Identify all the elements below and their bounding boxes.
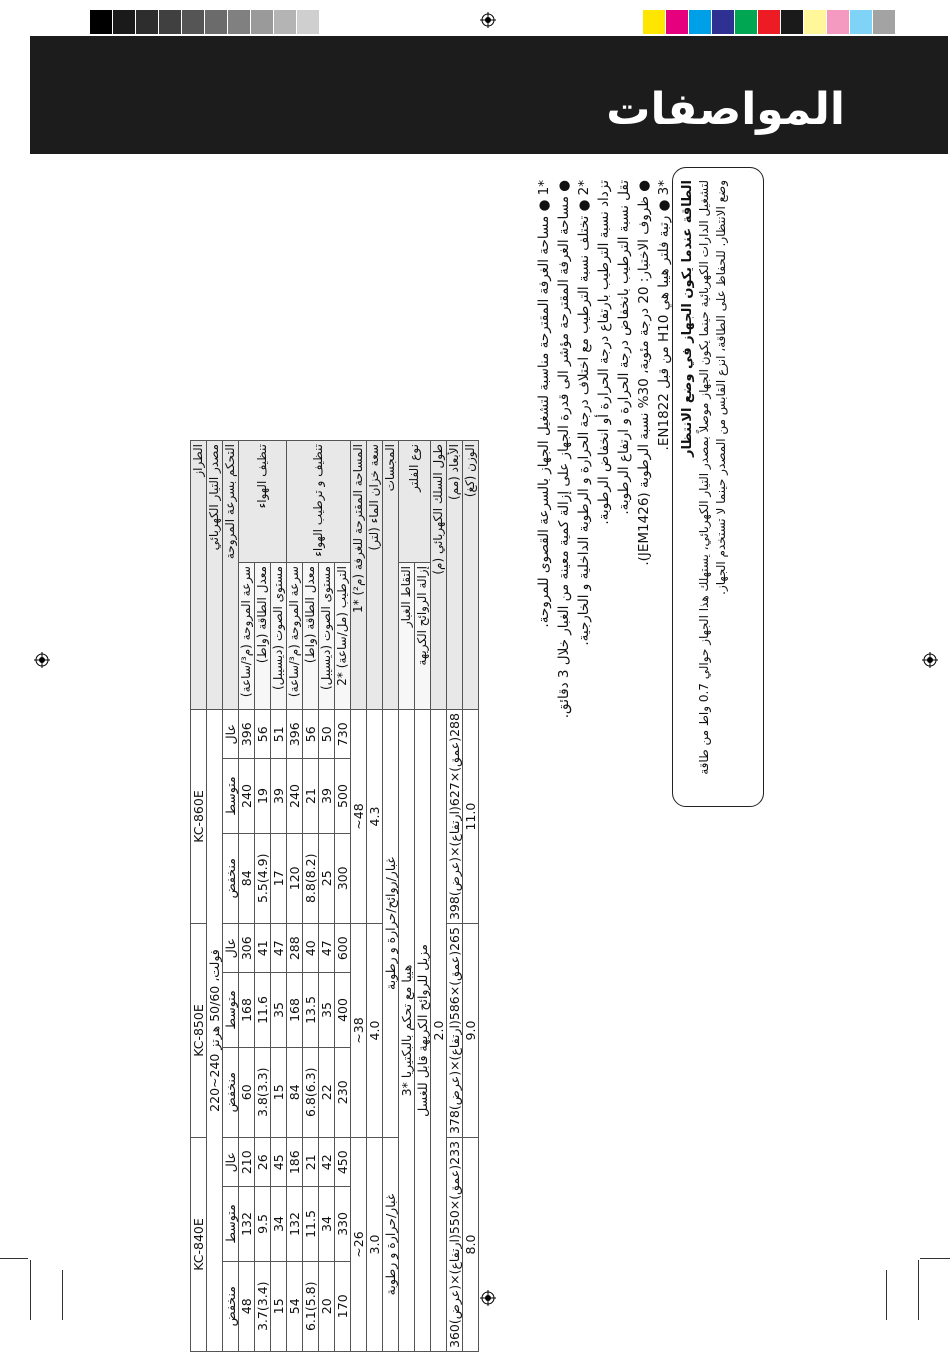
value-cell: 306 xyxy=(239,924,255,973)
footnote-line: *2 ● تختلف نسبة الترطيب مع اختلاف درجة الحرارة و الرطوبة الداخلية و الخارجية. xyxy=(576,180,592,646)
value-cell: 3.7(3.4) xyxy=(255,1261,271,1351)
value-cell: 4.3 xyxy=(367,710,383,924)
value-cell: 56 xyxy=(255,710,271,759)
standby-line: لتشغيل الدارات الكهربائية حينما يكون الجهاز موصلاً بمصدر التيار الكهربائي، يستهلك هذا الجهاز حوالي 0.7 واط من طاقة xyxy=(697,180,711,775)
value-cell: 17 xyxy=(271,833,287,923)
group-label: تنظيف و ترطيب الهواء xyxy=(287,441,351,563)
row-label: سعة خزان الماء (لتر) xyxy=(367,441,383,710)
value-cell: 20 xyxy=(319,1261,335,1351)
color-swatch xyxy=(712,10,735,34)
registration-mark-icon xyxy=(480,12,496,28)
value-cell: 21 xyxy=(303,759,319,833)
standby-power-box xyxy=(672,167,764,807)
speed-header: عال xyxy=(223,1138,239,1187)
value-cell: 56 xyxy=(303,710,319,759)
value-cell: 396 xyxy=(239,710,255,759)
value-cell: 132 xyxy=(239,1187,255,1261)
fan-control-row xyxy=(223,441,239,1352)
room_size-row xyxy=(351,441,367,1352)
value-cell: 396 xyxy=(287,710,303,759)
color-swatch-bar xyxy=(643,10,896,34)
value-cell: 330 xyxy=(335,1187,351,1261)
value-cell: 39 xyxy=(271,759,287,833)
row-label: معدل الطاقة (واط) xyxy=(303,563,319,710)
value-cell: 22 xyxy=(319,1047,335,1137)
value-cell: ~48 xyxy=(351,710,367,924)
row-label: طول السلك الكهربائي (م) xyxy=(431,441,447,710)
color-swatch xyxy=(320,10,343,34)
value-cell: 39 xyxy=(319,759,335,833)
value-cell: 8.0 xyxy=(463,1138,479,1352)
row-label: معدل الطاقة (واط) xyxy=(255,563,271,710)
value-cell: 3.8(3.3) xyxy=(255,1047,271,1137)
value-cell: 19 xyxy=(255,759,271,833)
color-swatch xyxy=(274,10,297,34)
color-swatch xyxy=(827,10,850,34)
row-label: المساحة المقترحة للغرفة (م²) *1 xyxy=(351,441,367,710)
row-label: مستوى الصوت (ديسيبل) xyxy=(271,563,287,710)
footnote-line: *3 ● رتبة فلتر هيبا هي H10 من قبل EN1822. xyxy=(656,180,672,451)
standby-title: الطاقة عندما يكون الجهاز في وضع الانتظار xyxy=(680,180,695,457)
crop-mark xyxy=(30,1260,31,1320)
value-cell: 730 xyxy=(335,710,351,759)
value-cell: 50 xyxy=(319,710,335,759)
footnotes xyxy=(534,180,674,740)
crop-mark xyxy=(0,1258,28,1259)
value-cell: 11.5 xyxy=(303,1187,319,1261)
value-cell: 8.8(8.2) xyxy=(303,833,319,923)
speed-header: عال xyxy=(223,924,239,973)
value-cell: 84 xyxy=(239,833,255,923)
value-cell: 378(عرض)×265(عمق)×586(ارتفاع) xyxy=(447,924,463,1138)
value-cell: 25 xyxy=(319,833,335,923)
power-row xyxy=(207,441,223,1352)
fan_speed-row xyxy=(239,441,255,1352)
value-cell: 35 xyxy=(319,973,335,1047)
value-cell: 34 xyxy=(271,1187,287,1261)
specifications-table xyxy=(190,440,479,1352)
group-label: نوع الفلتر xyxy=(399,441,431,563)
color-swatch xyxy=(804,10,827,34)
row-label: مصدر التيار الكهربائي xyxy=(207,441,223,710)
value-cell: 48 xyxy=(239,1261,255,1351)
color-swatch xyxy=(113,10,136,34)
value-cell: 2.0 xyxy=(431,710,447,1352)
value-cell: 47 xyxy=(271,924,287,973)
value-cell: 168 xyxy=(239,973,255,1047)
color-swatch xyxy=(297,10,320,34)
value-cell: 398(عرض)×288(عمق)×627(ارتفاع) xyxy=(447,710,463,924)
value-cell: غبار/روائح/حرارة و رطوبة xyxy=(383,710,399,1138)
value-cell: 45 xyxy=(271,1138,287,1187)
value-cell: 15 xyxy=(271,1047,287,1137)
color-swatch xyxy=(689,10,712,34)
color-swatch xyxy=(159,10,182,34)
speed-header: منخفض xyxy=(223,1047,239,1137)
speed-header: متوسط xyxy=(223,973,239,1047)
value-cell: 13.5 xyxy=(303,973,319,1047)
value-cell: 210 xyxy=(239,1138,255,1187)
value-cell: 450 xyxy=(335,1138,351,1187)
standby-line: وضع الانتظار. للحفاظ على الطاقة، انزع القابس من المصدر حينما لا تستخدم الجهاز. xyxy=(714,180,728,595)
value-cell: 34 xyxy=(319,1187,335,1261)
value-cell: 120 xyxy=(287,833,303,923)
fan_speed-row xyxy=(287,441,303,1352)
value-cell: 35 xyxy=(271,973,287,1047)
cord-row xyxy=(431,441,447,1352)
grey-swatch-bar xyxy=(90,10,343,34)
crop-mark xyxy=(886,1270,887,1320)
rotated-content xyxy=(190,162,790,1352)
filter-row xyxy=(399,441,415,1352)
value-cell: 400 xyxy=(335,973,351,1047)
value-cell: 26 xyxy=(255,1138,271,1187)
value-cell: 47 xyxy=(319,924,335,973)
value-cell: 11.0 xyxy=(463,710,479,924)
color-swatch xyxy=(228,10,251,34)
dimensions-row xyxy=(447,441,463,1352)
value-cell: 168 xyxy=(287,973,303,1047)
footnote-line: ● ظروف الاختبار: 20 درجة مئوية، 30% نسبة الرطوبة (JEM1426). xyxy=(636,180,652,566)
color-swatch xyxy=(666,10,689,34)
page-title: المواصفات xyxy=(606,84,845,135)
humidification-row xyxy=(335,441,351,1352)
tank-row xyxy=(367,441,383,1352)
color-swatch xyxy=(873,10,896,34)
crop-mark xyxy=(920,1258,950,1259)
color-swatch xyxy=(781,10,804,34)
color-swatch xyxy=(205,10,228,34)
value-cell: 9.0 xyxy=(463,924,479,1138)
row-label: الوزن (كغ) xyxy=(463,441,479,710)
crop-mark xyxy=(62,1270,63,1320)
sensors-row xyxy=(383,441,399,1352)
crop-mark xyxy=(918,1260,919,1320)
value-cell: 500 xyxy=(335,759,351,833)
row-label: التحكم بسرعة المروحة xyxy=(223,441,239,710)
row-label: سرعة المروحة (م³/ساعة) xyxy=(239,563,255,710)
value-cell: هيبا مع تحكم بالبكتيريا *3 xyxy=(399,710,415,1352)
value-cell: 132 xyxy=(287,1187,303,1261)
row-label: التقاط الغبار xyxy=(399,563,415,710)
color-swatch xyxy=(643,10,666,34)
value-cell: 84 xyxy=(287,1047,303,1137)
speed-header: متوسط xyxy=(223,759,239,833)
value-cell: 170 xyxy=(335,1261,351,1351)
model-header: KC-840E xyxy=(191,1138,207,1352)
group-label: تنظيف الهواء xyxy=(239,441,287,563)
value-cell: 60 xyxy=(239,1047,255,1137)
value-cell: 186 xyxy=(287,1138,303,1187)
color-swatch xyxy=(182,10,205,34)
value-cell: غبار/حرارة و رطوبة xyxy=(383,1138,399,1352)
noise-row xyxy=(271,441,287,1352)
value-cell: ~26 xyxy=(351,1138,367,1352)
value-cell: 4.0 xyxy=(367,924,383,1138)
speed-header: منخفض xyxy=(223,833,239,923)
value-cell: 42 xyxy=(319,1138,335,1187)
footnote-line: تقل نسبة الترطيب بانخفاض درجة الحرارة و ارتفاع الرطوبة. xyxy=(616,180,632,515)
color-swatch xyxy=(90,10,113,34)
color-swatch xyxy=(758,10,781,34)
model-header: KC-850E xyxy=(191,924,207,1138)
value-cell: 240 xyxy=(239,759,255,833)
value-cell: 6.1(5.8) xyxy=(303,1261,319,1351)
registration-mark-icon xyxy=(34,652,50,668)
value-cell: 600 xyxy=(335,924,351,973)
value-cell: ~38 xyxy=(351,924,367,1138)
footnote-line: ● مساحة الغرفة المقترحة مؤشر الى قدرة الجهاز على إزالة كمية معينة من الغبار خلال 3 دقائق. xyxy=(556,180,572,719)
row-label: إزالة الروائح الكريهة xyxy=(415,563,431,710)
value-cell: 21 xyxy=(303,1138,319,1187)
value-cell: 240 xyxy=(287,759,303,833)
footnote-line: *1 ● مساحة الغرفة المقترحة مناسبة لتشغيل الجهاز بالسرعة القصوى للمروحة. xyxy=(536,180,552,628)
row-label: الطراز xyxy=(191,441,207,710)
filter-row-2 xyxy=(415,441,431,1352)
footnote-line: تزداد نسبة الترطيب بارتفاع درجة الحرارة أو انخفاض الرطوبة. xyxy=(596,180,612,525)
model-row xyxy=(191,441,207,1352)
value-cell: 15 xyxy=(271,1261,287,1351)
noise-row xyxy=(319,441,335,1352)
row-label: الترطيب (مل/ساعة) *2 xyxy=(335,563,351,710)
rated_power-row xyxy=(303,441,319,1352)
value-cell: 288 xyxy=(287,924,303,973)
value-cell: 9.5 xyxy=(255,1187,271,1261)
registration-mark-icon xyxy=(922,652,938,668)
color-swatch xyxy=(136,10,159,34)
speed-header: منخفض xyxy=(223,1261,239,1351)
rated_power-row xyxy=(255,441,271,1352)
value-cell: 6.8(6.3) xyxy=(303,1047,319,1137)
value-cell: 230 xyxy=(335,1047,351,1137)
speed-header: متوسط xyxy=(223,1187,239,1261)
speed-header: عال xyxy=(223,710,239,759)
row-label: سرعة المروحة (م³/ساعة) xyxy=(287,563,303,710)
value-cell: 51 xyxy=(271,710,287,759)
value-cell: 300 xyxy=(335,833,351,923)
value-cell: مزيل للروائح الكريهة قابل للغسل xyxy=(415,710,431,1352)
color-swatch xyxy=(735,10,758,34)
model-header: KC-860E xyxy=(191,710,207,924)
value-cell: 54 xyxy=(287,1261,303,1351)
row-label: الأبعاد (مم) xyxy=(447,441,463,710)
value-cell: 41 xyxy=(255,924,271,973)
weight-row xyxy=(463,441,479,1352)
value-cell: 5.5(4.9) xyxy=(255,833,271,923)
value-cell: 360(عرض)×233(عمق)×550(ارتفاع) xyxy=(447,1138,463,1352)
value-cell: 11.6 xyxy=(255,973,271,1047)
value-cell: 40 xyxy=(303,924,319,973)
row-label: المجسات xyxy=(383,441,399,710)
color-swatch xyxy=(850,10,873,34)
color-swatch xyxy=(251,10,274,34)
power-supply-value: 220~240 فولت، 50/60 هرتز xyxy=(207,710,223,1352)
value-cell: 3.0 xyxy=(367,1138,383,1352)
row-label: مستوى الصوت (ديسيبل) xyxy=(319,563,335,710)
